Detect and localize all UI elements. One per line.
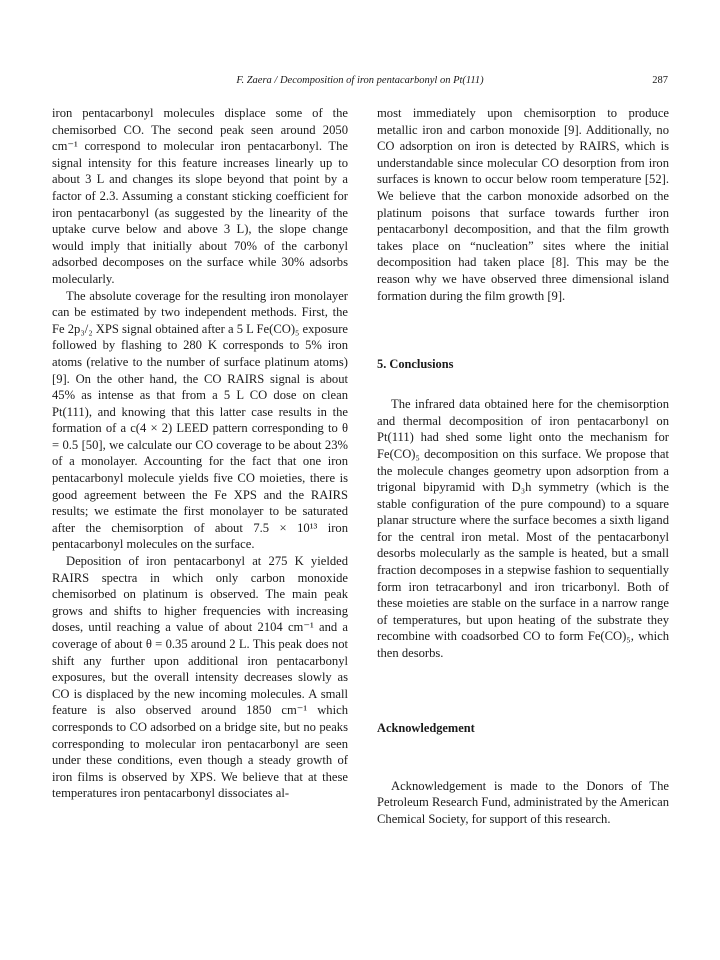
spacer	[377, 662, 669, 720]
spacer	[377, 372, 669, 396]
page-number: 287	[652, 75, 668, 86]
body-paragraph: most immediately upon chemisorption to produce metallic iron and carbon monoxide [9]. Additionally, no CO adsorption on iron is detected by RAIRS, which is understandable since molecular CO desorption from iron surfaces is known to occur below room temperature [52]. We believe that the carbon monoxide adsorbed on the platinum poisons that surface towards further iron pentacarbonyl decomposition, and that the film growth takes place on “nucleation” sites where the initial decomposition had taken place [8]. This may be the reason why we have observed three dimensional island formation during the film growth [9].	[377, 106, 669, 303]
body-paragraph: Deposition of iron pentacarbonyl at 275 K yielded RAIRS spectra in which only carbon monoxide chemisorbed on platinum is observed. The main peak grows and shifts to higher frequencies with increasing doses, until reaching a value of about 2104 cm⁻¹ and a coverage of about θ = 0.35 around 2 L. This peak does not shift any further upon additional iron pentacarbonyl exposures, but the overall intensity decreases slowly as CO is displaced by the new incoming molecules. A small feature is also observed around 1850 cm⁻¹ which corresponds to CO adsorbed on a bridge site, but no peaks corresponding to molecular iron pentacarbonyl are seen under these conditions, even though a steady growth of iron films is observed by XPS. We believe that at these temperatures iron pentacarbonyl dissociates al-	[52, 554, 348, 801]
running-head	[0, 73, 720, 89]
left-column	[52, 105, 348, 802]
spacer	[377, 736, 669, 778]
section-heading-acknowledgement: Acknowledgement	[377, 720, 475, 735]
body-paragraph: iron pentacarbonyl molecules displace some of the chemisorbed CO. The second peak seen around 2050 cm⁻¹ correspond to molecular iron pentacarbonyl. The signal intensity for this feature increases linearly up to about 3 L and changes its slope beyond that point by a factor of 2.3. Assuming a constant sticking coefficient for iron pentacarbonyl (as suggested by the linearity of the uptake curve below and above 3 L), the slope change would imply that initially about 70% of the carbonyl adsorbed decomposes on the surface while 30% adsorbs molecularly.	[52, 106, 348, 286]
body-paragraph: The absolute coverage for the resulting iron monolayer can be estimated by two independent methods. First, the Fe 2p₃/₂ XPS signal obtained after a 5 L Fe(CO)₅ exposure followed by flashing to 280 K corresponds to 5% iron atoms (relative to the number of surface platinum atoms) [9]. On the other hand, the CO RAIRS signal is about 45% as intense as that from a 5 L CO dose on clean Pt(111), and knowing that this latter case results in the formation of a c(4 × 2) LEED pattern corresponding to θ = 0.5 [50], we calculate our CO coverage to be about 23% of a monolayer. Accounting for the fact that one iron pentacarbonyl molecule yields five CO moieties, there is good agreement between the Fe XPS and the RAIRS results; we estimate the first monolayer to be saturated after the chemisorption of about 7.5 × 10¹³ iron pentacarbonyl molecules on the surface.	[52, 288, 349, 552]
section-heading-conclusions: 5. Conclusions	[377, 357, 454, 372]
spacer	[377, 304, 669, 356]
acknowledgement-paragraph: Acknowledgement is made to the Donors of The Petroleum Research Fund, administrated by the American Chemical Society, for support of this research.	[377, 778, 669, 826]
conclusions-paragraph: The infrared data obtained here for the chemisorption and thermal decomposition of iron pentacarbonyl on Pt(111) had shed some light onto the mechanism for Fe(CO)₅ decomposition on this surface. We propose that the molecule changes geometry upon adsorption from a trigonal bipyramid with D₃h symmetry (which is the stable configuration of the pure compound) to a square planar structure where the surface becomes a sixth ligand for the central iron metal. Most of the pentacarbonyl desorbs molecularly as the sample is heated, but a small fraction decomposes in a stepwise fashion to sequentially form iron tetracarbonyl and iron tricarbonyl. Both of these moieties are stable on the surface in a narrow range of temperatures, but upon heating of the substrate they recombine with coadsorbed CO to form Fe(CO)₅, which then desorbs.	[377, 397, 669, 661]
right-column	[377, 105, 669, 827]
running-title: F. Zaera / Decomposition of iron pentacarbonyl on Pt(111)	[236, 75, 484, 86]
